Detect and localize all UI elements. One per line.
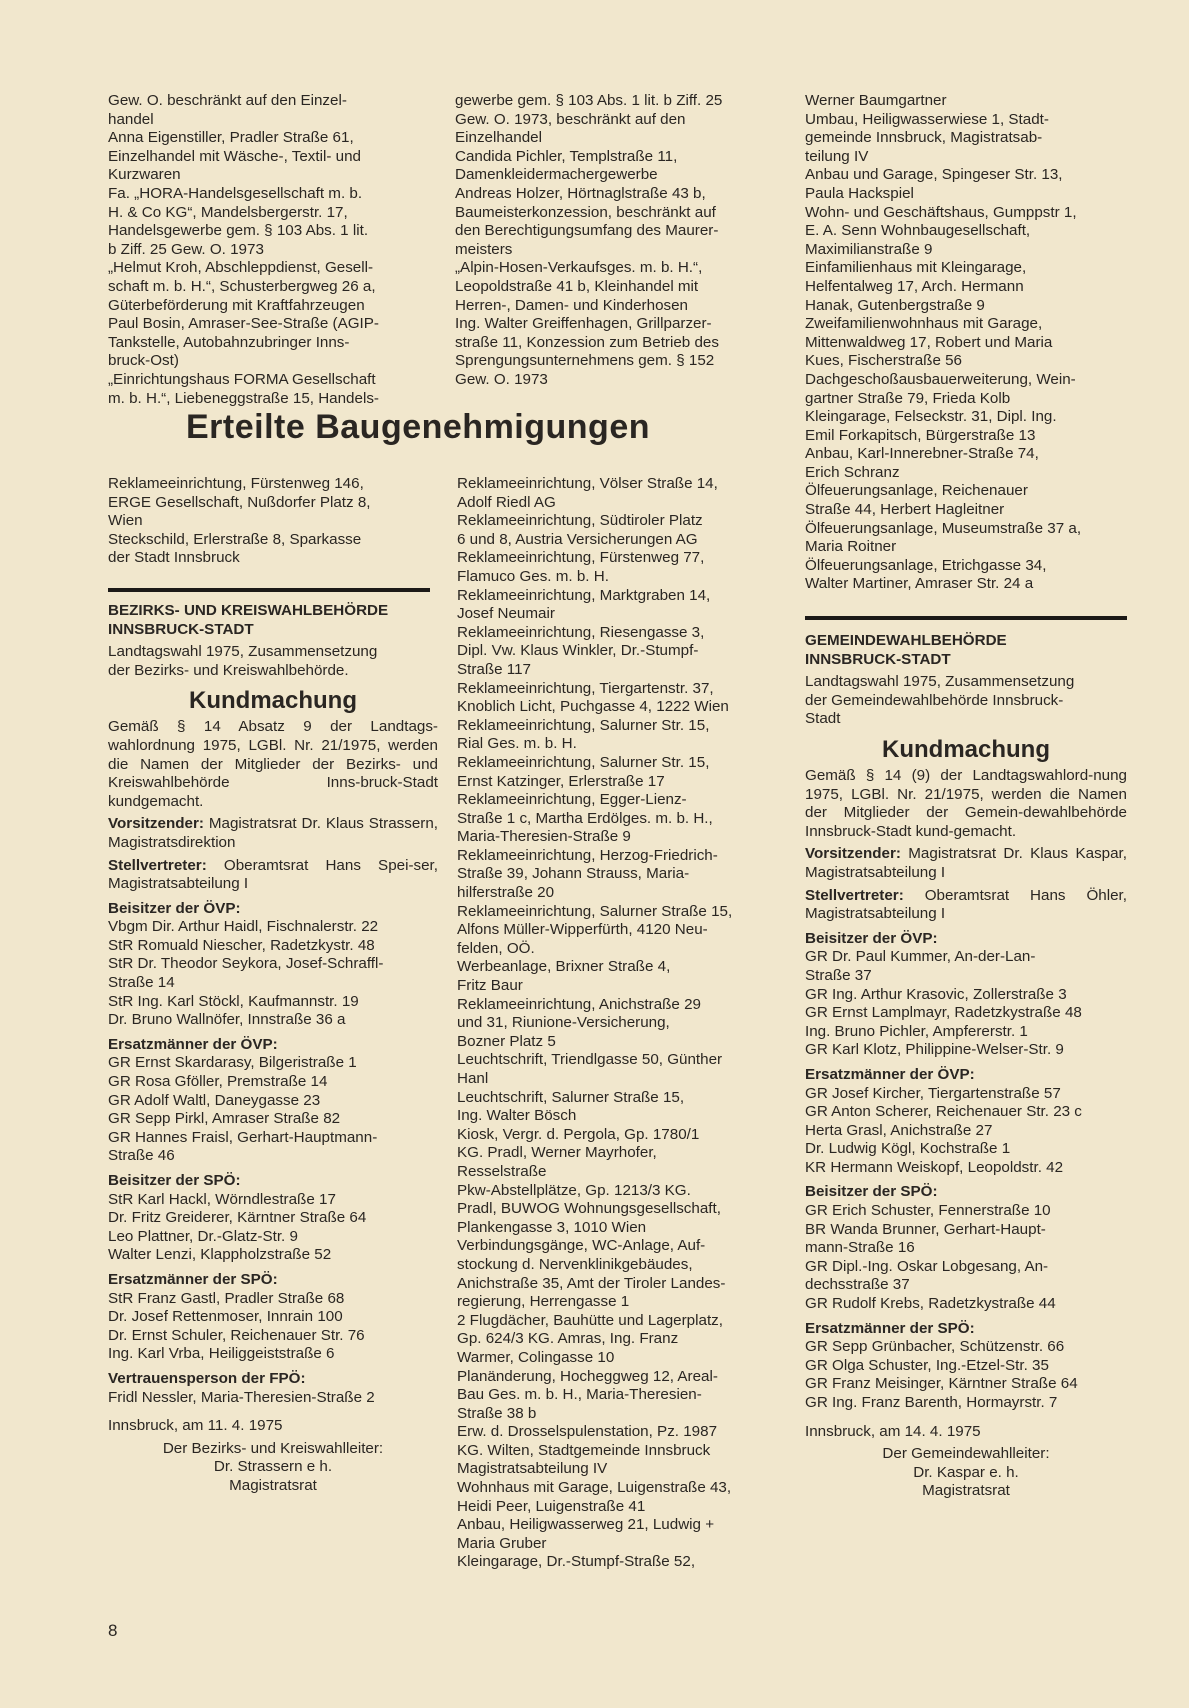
text-line: „Helmut Kroh, Abschleppdienst, Gesell- <box>108 259 374 277</box>
text-line: b Ziff. 25 Gew. O. 1973 <box>108 240 264 258</box>
text-line: Paul Bosin, Amraser-See-Straße (AGIP- <box>108 315 379 333</box>
deputy-label: Stellvertreter: <box>108 856 207 874</box>
text-line: Reklameeinrichtung, Fürstenweg 77, <box>457 549 705 567</box>
announcement-intro <box>108 643 438 680</box>
deputy-text: Oberamtsrat Hans Spei-ser, Magistratsabteilung I <box>108 856 438 893</box>
member-line: Straße 37 <box>805 966 872 984</box>
text-line: Reklameeinrichtung, Völser Straße 14, <box>457 475 718 492</box>
text-line: Reklameeinrichtung, Südtiroler Platz <box>457 512 703 530</box>
middle-column <box>457 475 787 1572</box>
text-line: Anbau, Karl-Innerebner-Straße 74, <box>805 445 1039 463</box>
text-line: Anbau und Garage, Spingeser Str. 13, <box>805 166 1063 184</box>
building-permits-left <box>108 475 438 568</box>
text-line: den Berechtigungsumfang des Maurer- <box>455 222 719 240</box>
text-line: Reklameeinrichtung, Egger-Lienz- <box>457 791 687 809</box>
text-line: und 31, Riunione-Versicherung, <box>457 1014 670 1032</box>
chairman-label: Vorsitzender: <box>108 815 204 833</box>
text-line: Maximilianstraße 9 <box>805 240 933 258</box>
member-line: Dr. Bruno Wallnöfer, Innstraße 36 a <box>108 1011 346 1029</box>
text-line: Erich Schranz <box>805 463 900 481</box>
member-groups <box>108 900 438 1407</box>
text-line: Straße 38 b <box>457 1404 537 1422</box>
text-line: Damenkleidermachergewerbe <box>455 166 658 184</box>
member-line: GR Rudolf Krebs, Radetzkystraße 44 <box>805 1295 1056 1313</box>
member-line: GR Adolf Waltl, Daneygasse 23 <box>108 1091 321 1109</box>
section-title: Erteilte Baugenehmigungen <box>186 408 650 446</box>
text-line: Bau Ges. m. b. H., Maria-Theresien- <box>457 1386 702 1404</box>
group-heading: Ersatzmänner der SPÖ: <box>108 1270 278 1288</box>
text-line: Umbau, Heiligwasserwiese 1, Stadt- <box>805 110 1049 128</box>
text-line: Paula Hackspiel <box>805 184 914 202</box>
divider-rule <box>108 588 430 592</box>
text-line: Reklameeinrichtung, Tiergartenstr. 37, <box>457 679 714 697</box>
text-line: Ing. Walter Bösch <box>457 1107 577 1125</box>
text-line: Güterbeförderung mit Kraftfahrzeugen <box>108 296 365 314</box>
member-line: GR Rosa Gföller, Premstraße 14 <box>108 1073 328 1091</box>
text-line: Candida Pichler, Templstraße 11, <box>455 147 678 165</box>
text-line: Hanl <box>457 1070 489 1087</box>
signature-line: Magistratsrat <box>229 1476 317 1494</box>
member-line: GR Franz Meisinger, Kärntner Straße 64 <box>805 1375 1078 1393</box>
top-middle-lines <box>455 92 785 390</box>
text-line: Leuchtschrift, Triendlgasse 50, Günther <box>457 1051 723 1069</box>
group-heading: Beisitzer der SPÖ: <box>108 1172 241 1189</box>
text-line: Walter Martiner, Amraser Str. 24 a <box>805 575 1034 593</box>
text-line: Leuchtschrift, Salurner Straße 15, <box>457 1088 685 1106</box>
text-line: stockung d. Nervenklinikgebäudes, <box>457 1255 693 1273</box>
text-line: Herren-, Damen- und Kinderhosen <box>455 296 688 314</box>
text-line: Knoblich Licht, Puchgasse 4, 1222 Wien <box>457 698 729 716</box>
member-line: Straße 14 <box>108 974 175 992</box>
member-line: GR Ernst Skardarasy, Bilgeristraße 1 <box>108 1054 357 1072</box>
text-line: Straße 117 <box>457 660 532 678</box>
text-line: Gp. 624/3 KG. Amras, Ing. Franz <box>457 1330 679 1348</box>
authority-heading: BEZIRKS- UND KREISWAHLBEHÖRDE <box>108 601 389 619</box>
text-line: felden, OÖ. <box>457 939 535 957</box>
signature-line: Der Gemeindewahlleiter: <box>882 1445 1050 1463</box>
member-line: GR Josef Kircher, Tiergartenstraße 57 <box>805 1084 1061 1102</box>
member-line: GR Erich Schuster, Fennerstraße 10 <box>805 1202 1051 1220</box>
text-line: Ing. Walter Greiffenhagen, Grillparzer- <box>455 315 712 333</box>
text-line: Gew. O. 1973, beschränkt auf den <box>455 110 686 128</box>
text-line: gemeinde Innsbruck, Magistratsab- <box>805 129 1043 147</box>
signature-block <box>108 1440 438 1496</box>
text-line: Ölfeuerungsanlage, Etrichgasse 34, <box>805 556 1047 574</box>
text-line: Gew. O. beschränkt auf den Einzel- <box>108 92 347 109</box>
announcement-body: Gemäß § 14 Absatz 9 der Landtags-wahlordnung 1975, LGBl. Nr. 21/1975, werden die Namen der Mitglieder der Bezirks- und Kreiswahlbehörde Inns-bruck-Stadt kundgemacht. <box>108 718 438 810</box>
text-line: Kues, Fischerstraße 56 <box>805 352 962 370</box>
text-line: Leopoldstraße 41 b, Kleinhandel mit <box>455 277 699 295</box>
text-line: 2 Flugdächer, Bauhütte und Lagerplatz, <box>457 1311 723 1329</box>
text-line: Pkw-Abstellplätze, Gp. 1213/3 KG. <box>457 1181 691 1199</box>
text-line: „Alpin-Hosen-Verkaufsges. m. b. H.“, <box>455 259 703 277</box>
text-line: Reklameeinrichtung, Anichstraße 29 <box>457 995 701 1013</box>
member-groups <box>805 930 1127 1413</box>
text-line: Sprengungsunternehmens gem. § 152 <box>455 352 715 370</box>
text-line: gartner Straße 79, Frieda Kolb <box>805 389 1011 407</box>
top-left-lines <box>108 92 438 408</box>
text-line: bruck-Ost) <box>108 352 179 370</box>
text-line: KG. Pradl, Werner Mayrhofer, <box>457 1144 657 1162</box>
member-line: GR Dipl.-Ing. Oskar Lobgesang, An- <box>805 1257 1049 1275</box>
member-line: Dr. Ernst Schuler, Reichenauer Str. 76 <box>108 1326 365 1344</box>
text-line: Rial Ges. m. b. H. <box>457 735 577 753</box>
member-line: StR Romuald Niescher, Radetzkystr. 48 <box>108 936 375 954</box>
signature-line: Dr. Kaspar e. h. <box>913 1463 1019 1481</box>
text-line: Fa. „HORA-Handelsgesellschaft m. b. <box>108 184 363 202</box>
group-heading: Beisitzer der SPÖ: <box>805 1183 938 1201</box>
member-line: GR Karl Klotz, Philippine-Welser-Str. 9 <box>805 1041 1064 1059</box>
member-line: StR Ing. Karl Stöckl, Kaufmannstr. 19 <box>108 992 359 1010</box>
text-line: der Stadt Innsbruck <box>108 549 240 567</box>
text-line: meisters <box>455 240 513 258</box>
intro-line: Landtagswahl 1975, Zusammensetzung <box>108 643 378 661</box>
text-line: Dachgeschoßausbauerweiterung, Wein- <box>805 370 1076 388</box>
member-line: dechsstraße 37 <box>805 1276 910 1294</box>
member-line: Dr. Ludwig Kögl, Kochstraße 1 <box>805 1140 1011 1158</box>
text-line: Verbindungsgänge, WC-Anlage, Auf- <box>457 1237 706 1255</box>
announcement-body: Gemäß § 14 (9) der Landtagswahlord-nung 1975, LGBl. Nr. 21/1975, werden die Namen der Mitglieder der Gemein-dewahlbehörde Innsbruck-Stadt kund-gemacht. <box>805 767 1127 840</box>
member-line: mann-Straße 16 <box>805 1239 915 1257</box>
text-line: Plankengasse 3, 1010 Wien <box>457 1218 647 1236</box>
deputy-entry <box>108 857 438 894</box>
text-line: regierung, Herrengasse 1 <box>457 1293 630 1311</box>
top-middle-column <box>455 92 785 390</box>
chairman-text: Magistratsrat Dr. Klaus Kaspar, Magistratsabteilung I <box>805 845 1127 881</box>
text-line: Kleingarage, Dr.-Stumpf-Straße 52, <box>457 1553 696 1571</box>
text-line: Reklameeinrichtung, Marktgraben 14, <box>457 586 711 604</box>
text-line: Reklameeinrichtung, Herzog-Friedrich- <box>457 846 718 864</box>
deputy-label: Stellvertreter: <box>805 886 904 904</box>
chairman-label: Vorsitzender: <box>805 845 901 863</box>
text-line: H. & Co KG“, Mandelsbergerstr. 17, <box>108 203 348 221</box>
text-line: Reklameeinrichtung, Fürstenweg 146, <box>108 475 364 492</box>
text-line: Reklameeinrichtung, Salurner Str. 15, <box>457 716 710 734</box>
text-line: Einzelhandel mit Wäsche-, Textil- und <box>108 147 361 165</box>
text-line: Einfamilienhaus mit Kleingarage, <box>805 259 1027 277</box>
text-line: Baumeisterkonzession, beschränkt auf <box>455 203 716 221</box>
text-line: m. b. H.“, Liebeneggstraße 15, Handels- <box>108 389 379 407</box>
top-left-column <box>108 92 438 408</box>
text-line: Dipl. Vw. Klaus Winkler, Dr.-Stumpf- <box>457 642 699 660</box>
member-line: GR Ing. Arthur Krasovic, Zollerstraße 3 <box>805 985 1067 1003</box>
text-line: schaft m. b. H.“, Schusterbergweg 26 a, <box>108 277 376 295</box>
text-line: Emil Forkapitsch, Bürgerstraße 13 <box>805 426 1036 444</box>
group-heading: Ersatzmänner der ÖVP: <box>805 1065 975 1083</box>
group-heading: Beisitzer der ÖVP: <box>805 929 938 947</box>
member-line: Ing. Karl Vrba, Heiliggeiststraße 6 <box>108 1345 335 1363</box>
member-line: GR Olga Schuster, Ing.-Etzel-Str. 35 <box>805 1356 1049 1374</box>
text-line: Erw. d. Drosselspulenstation, Pz. 1987 <box>457 1423 718 1441</box>
text-line: Reklameeinrichtung, Riesengasse 3, <box>457 623 705 641</box>
group-heading: Vertrauensperson der FPÖ: <box>108 1369 306 1387</box>
text-line: Handelsgewerbe gem. § 103 Abs. 1 lit. <box>108 222 369 240</box>
chairman-text: Magistratsrat Dr. Klaus Strassern, Magistratsdirektion <box>108 815 438 851</box>
text-line: Alfons Müller-Wipperfürth, 4120 Neu- <box>457 921 708 939</box>
text-line: E. A. Senn Wohnbaugesellschaft, <box>805 222 1031 240</box>
text-line: Straße 39, Johann Strauss, Maria- <box>457 865 690 883</box>
text-line: Kleingarage, Felseckstr. 31, Dipl. Ing. <box>805 408 1057 426</box>
member-line: Straße 46 <box>108 1147 175 1165</box>
text-line: Josef Neumair <box>457 605 555 623</box>
announcement-date: Innsbruck, am 14. 4. 1975 <box>805 1422 981 1440</box>
text-line: Werner Baumgartner <box>805 92 947 109</box>
text-line: Kurzwaren <box>108 166 181 184</box>
member-line: GR Ing. Franz Barenth, Hormayrstr. 7 <box>805 1394 1058 1411</box>
text-line: Fritz Baur <box>457 977 523 995</box>
text-line: Anna Eigenstiller, Pradler Straße 61, <box>108 129 354 147</box>
member-line: Leo Plattner, Dr.-Glatz-Str. 9 <box>108 1227 298 1245</box>
text-line: Straße 44, Herbert Hagleitner <box>805 501 1005 519</box>
text-line: Straße 1 c, Martha Erdölges. m. b. H., <box>457 809 713 827</box>
authority-heading: GEMEINDEWAHLBEHÖRDE <box>805 632 1007 650</box>
text-line: ERGE Gesellschaft, Nußdorfer Platz 8, <box>108 493 371 511</box>
announcement-title: Kundmachung <box>189 687 357 715</box>
text-line: Tankstelle, Autobahnzubringer Inns- <box>108 333 350 351</box>
member-line: Fridl Nessler, Maria-Theresien-Straße 2 <box>108 1388 375 1406</box>
page-number: 8 <box>108 1621 118 1640</box>
member-line: BR Wanda Brunner, Gerhart-Haupt- <box>805 1220 1046 1238</box>
member-line: GR Dr. Paul Kummer, An-der-Lan- <box>805 948 1036 966</box>
signature-line: Der Bezirks- und Kreiswahlleiter: <box>162 1439 384 1457</box>
member-line: GR Ernst Lamplmayr, Radetzkystraße 48 <box>805 1004 1082 1022</box>
text-line: Planänderung, Hocheggweg 12, Areal- <box>457 1367 718 1385</box>
authority-subheading: INNSBRUCK-STADT <box>805 650 951 668</box>
member-line: Ing. Bruno Pichler, Ampfererstr. 1 <box>805 1022 1028 1040</box>
text-line: „Einrichtungshaus FORMA Gesellschaft <box>108 370 376 388</box>
text-line: Adolf Riedl AG <box>457 493 556 511</box>
group-heading: Beisitzer der ÖVP: <box>108 899 241 917</box>
text-line: Helfentalweg 17, Arch. Hermann <box>805 277 1024 295</box>
intro-line: Landtagswahl 1975, Zusammensetzung <box>805 673 1075 691</box>
text-line: Kiosk, Vergr. d. Pergola, Gp. 1780/1 <box>457 1125 700 1143</box>
signature-block <box>805 1445 1127 1501</box>
left-column <box>108 475 438 1496</box>
text-line: teilung IV <box>805 147 869 165</box>
building-permits-middle <box>457 475 787 1572</box>
member-line: Walter Lenzi, Klappholzstraße 52 <box>108 1246 332 1264</box>
member-line: Vbgm Dir. Arthur Haidl, Fischnalerstr. 22 <box>108 918 379 936</box>
text-line: straße 11, Konzession zum Betrieb des <box>455 333 719 351</box>
authority-subheading: INNSBRUCK-STADT <box>108 620 254 638</box>
member-line: GR Sepp Grünbacher, Schützenstr. 66 <box>805 1338 1065 1356</box>
chairman-entry <box>805 845 1127 882</box>
text-line: Warmer, Colingasse 10 <box>457 1348 615 1366</box>
text-line: Heidi Peer, Luigenstraße 41 <box>457 1497 646 1515</box>
text-line: Maria Gruber <box>457 1534 547 1552</box>
text-line: Steckschild, Erlerstraße 8, Sparkasse <box>108 530 362 548</box>
member-line: StR Franz Gastl, Pradler Straße 68 <box>108 1289 345 1307</box>
member-line: GR Anton Scherer, Reichenauer Str. 23 c <box>805 1103 1082 1121</box>
right-column <box>805 92 1127 1501</box>
member-line: StR Karl Hackl, Wörndlestraße 17 <box>108 1190 336 1208</box>
signature-line: Magistratsrat <box>922 1482 1010 1500</box>
text-line: Pradl, BUWOG Wohnungsgesellschaft, <box>457 1200 721 1218</box>
chairman-entry <box>108 815 438 852</box>
announcement-date: Innsbruck, am 11. 4. 1975 <box>108 1417 283 1435</box>
divider-rule <box>805 616 1127 620</box>
intro-line: Stadt <box>805 710 841 728</box>
text-line: Mittenwaldweg 17, Robert und Maria <box>805 333 1053 351</box>
text-line: Wohnhaus mit Garage, Luigenstraße 43, <box>457 1479 732 1497</box>
member-line: StR Dr. Theodor Seykora, Josef-Schraffl- <box>108 955 384 973</box>
intro-line: der Bezirks- und Kreiswahlbehörde. <box>108 661 349 679</box>
group-heading: Ersatzmänner der ÖVP: <box>108 1035 278 1053</box>
member-line: Dr. Josef Rettenmoser, Innrain 100 <box>108 1308 343 1326</box>
member-line: KR Hermann Weiskopf, Leopoldstr. 42 <box>805 1158 1064 1176</box>
signature-line: Dr. Strassern e h. <box>213 1458 333 1476</box>
text-line: Anbau, Heiligwasserweg 21, Ludwig + <box>457 1516 715 1534</box>
text-line: Magistratsabteilung IV <box>457 1460 608 1478</box>
text-line: 6 und 8, Austria Versicherungen AG <box>457 530 698 548</box>
text-line: Resselstraße <box>457 1162 547 1180</box>
text-line: Bozner Platz 5 <box>457 1032 556 1050</box>
text-line: Reklameeinrichtung, Salurner Straße 15, <box>457 902 733 920</box>
member-line: GR Hannes Fraisl, Gerhart-Hauptmann- <box>108 1128 378 1146</box>
text-line: Werbeanlage, Brixner Straße 4, <box>457 958 671 976</box>
text-line: Einzelhandel <box>455 129 542 147</box>
text-line: Andreas Holzer, Hörtnaglstraße 43 b, <box>455 184 706 202</box>
member-line: Dr. Fritz Greiderer, Kärntner Straße 64 <box>108 1209 367 1227</box>
text-line: gewerbe gem. § 103 Abs. 1 lit. b Ziff. 25 <box>455 92 723 109</box>
text-line: Zweifamilienwohnhaus mit Garage, <box>805 315 1043 333</box>
text-line: Wien <box>108 512 143 530</box>
intro-line: der Gemeindewahlbehörde Innsbruck- <box>805 691 1064 709</box>
member-line: Herta Grasl, Anichstraße 27 <box>805 1121 993 1139</box>
text-line: Ölfeuerungsanlage, Reichenauer <box>805 482 1028 500</box>
text-line: Hanak, Gutenbergstraße 9 <box>805 296 985 314</box>
text-line: Ernst Katzinger, Erlerstraße 17 <box>457 772 665 790</box>
text-line: handel <box>108 110 154 128</box>
text-line: Gew. O. 1973 <box>455 370 548 388</box>
text-line: Wohn- und Geschäftshaus, Gumppstr 1, <box>805 203 1077 221</box>
deputy-entry <box>805 887 1127 924</box>
text-line: Maria-Theresien-Straße 9 <box>457 828 631 846</box>
deputy-text: Oberamtsrat Hans Öhler, Magistratsabteilung I <box>805 886 1127 923</box>
text-line: Anichstraße 35, Amt der Tiroler Landes- <box>457 1274 726 1292</box>
text-line: Ölfeuerungsanlage, Museumstraße 37 a, <box>805 519 1082 537</box>
text-line: Reklameeinrichtung, Salurner Str. 15, <box>457 753 710 771</box>
text-line: hilferstraße 20 <box>457 884 555 902</box>
building-permits-right <box>805 92 1127 594</box>
announcement-title: Kundmachung <box>882 736 1050 763</box>
announcement-intro <box>805 673 1127 729</box>
text-line: KG. Wilten, Stadtgemeinde Innsbruck <box>457 1441 711 1459</box>
text-line: Maria Roitner <box>805 538 897 556</box>
group-heading: Ersatzmänner der SPÖ: <box>805 1319 975 1337</box>
text-line: Flamuco Ges. m. b. H. <box>457 567 609 585</box>
member-line: GR Sepp Pirkl, Amraser Straße 82 <box>108 1110 341 1128</box>
